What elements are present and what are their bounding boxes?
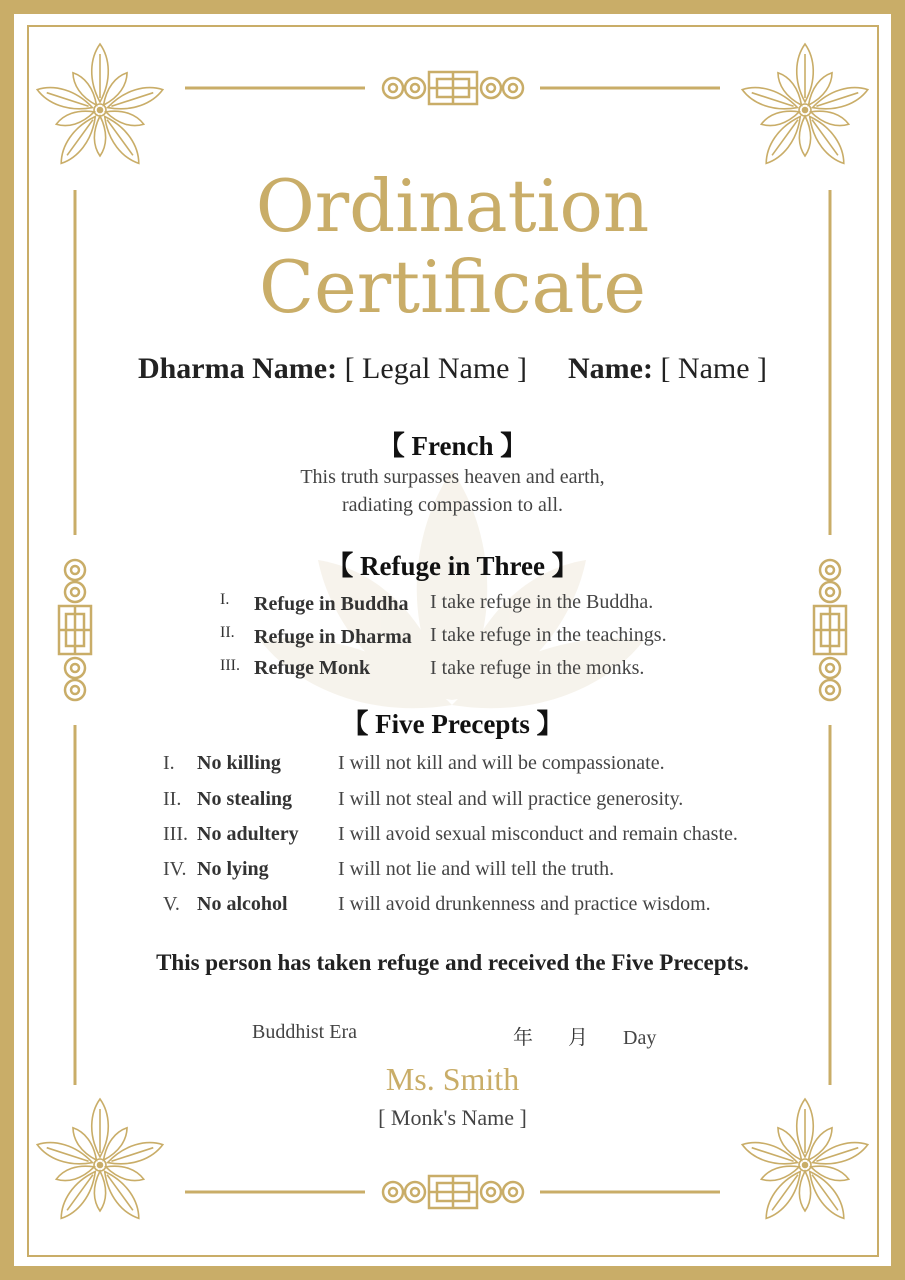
- monk-name-label: [ Monk's Name ]: [378, 1105, 527, 1130]
- precept-label: No adultery: [197, 823, 299, 845]
- french-line-2: radiating compassion to all.: [341, 494, 564, 516]
- refuge-num: I.: [220, 591, 230, 608]
- refuge-label: Refuge in Buddha: [254, 593, 409, 615]
- precepts-heading: 【 Five Precepts 】: [341, 709, 564, 739]
- precept-label: No stealing: [197, 788, 292, 810]
- refuge-num: III.: [220, 657, 240, 674]
- date-line: [513, 1021, 656, 1050]
- french-heading: 【 French 】: [377, 431, 528, 461]
- refuge-desc: I take refuge in the Buddha.: [430, 591, 654, 613]
- dharma-name-label: Dharma Name:: [137, 352, 338, 385]
- refuge-heading: 【 Refuge in Three 】: [326, 551, 579, 581]
- date-day: Day: [623, 1027, 657, 1049]
- title-line-1: Ordination: [255, 164, 650, 248]
- refuge-label: Refuge Monk: [254, 657, 371, 679]
- precept-num: III.: [163, 823, 188, 845]
- name-label: Name:: [567, 352, 653, 385]
- era-label: Buddhist Era: [252, 1021, 357, 1043]
- precept-num: I.: [163, 752, 175, 774]
- precept-num: V.: [163, 893, 180, 915]
- precept-desc: I will not lie and will tell the truth.: [338, 858, 615, 880]
- precept-label: No lying: [197, 858, 269, 880]
- refuge-label: Refuge in Dharma: [254, 626, 412, 648]
- refuge-num: II.: [220, 624, 235, 641]
- refuge-desc: I take refuge in the teachings.: [430, 624, 667, 646]
- name-line: [0, 352, 905, 386]
- precept-desc: I will not steal and will practice generosity.: [338, 788, 684, 810]
- precept-num: IV.: [163, 858, 187, 880]
- dharma-name-value: [ Legal Name ]: [344, 352, 527, 385]
- monk-name: Ms. Smith: [385, 1061, 520, 1097]
- precept-num: II.: [163, 788, 182, 810]
- french-line-1: This truth surpasses heaven and earth,: [300, 466, 605, 488]
- precept-desc: I will not kill and will be compassionate.: [338, 752, 665, 774]
- precept-label: No alcohol: [197, 893, 288, 915]
- date-month: 月: [568, 1027, 588, 1049]
- date-year: 年: [513, 1027, 533, 1049]
- precept-desc: I will avoid sexual misconduct and remain chaste.: [338, 823, 738, 845]
- name-value: [ Name ]: [660, 352, 768, 385]
- title-line-2: Certificate: [259, 245, 646, 329]
- refuge-desc: I take refuge in the monks.: [430, 657, 645, 679]
- precept-label: No killing: [197, 752, 281, 774]
- precept-desc: I will avoid drunkenness and practice wisdom.: [338, 893, 711, 915]
- conclusion-text: This person has taken refuge and received the Five Precepts.: [156, 950, 749, 975]
